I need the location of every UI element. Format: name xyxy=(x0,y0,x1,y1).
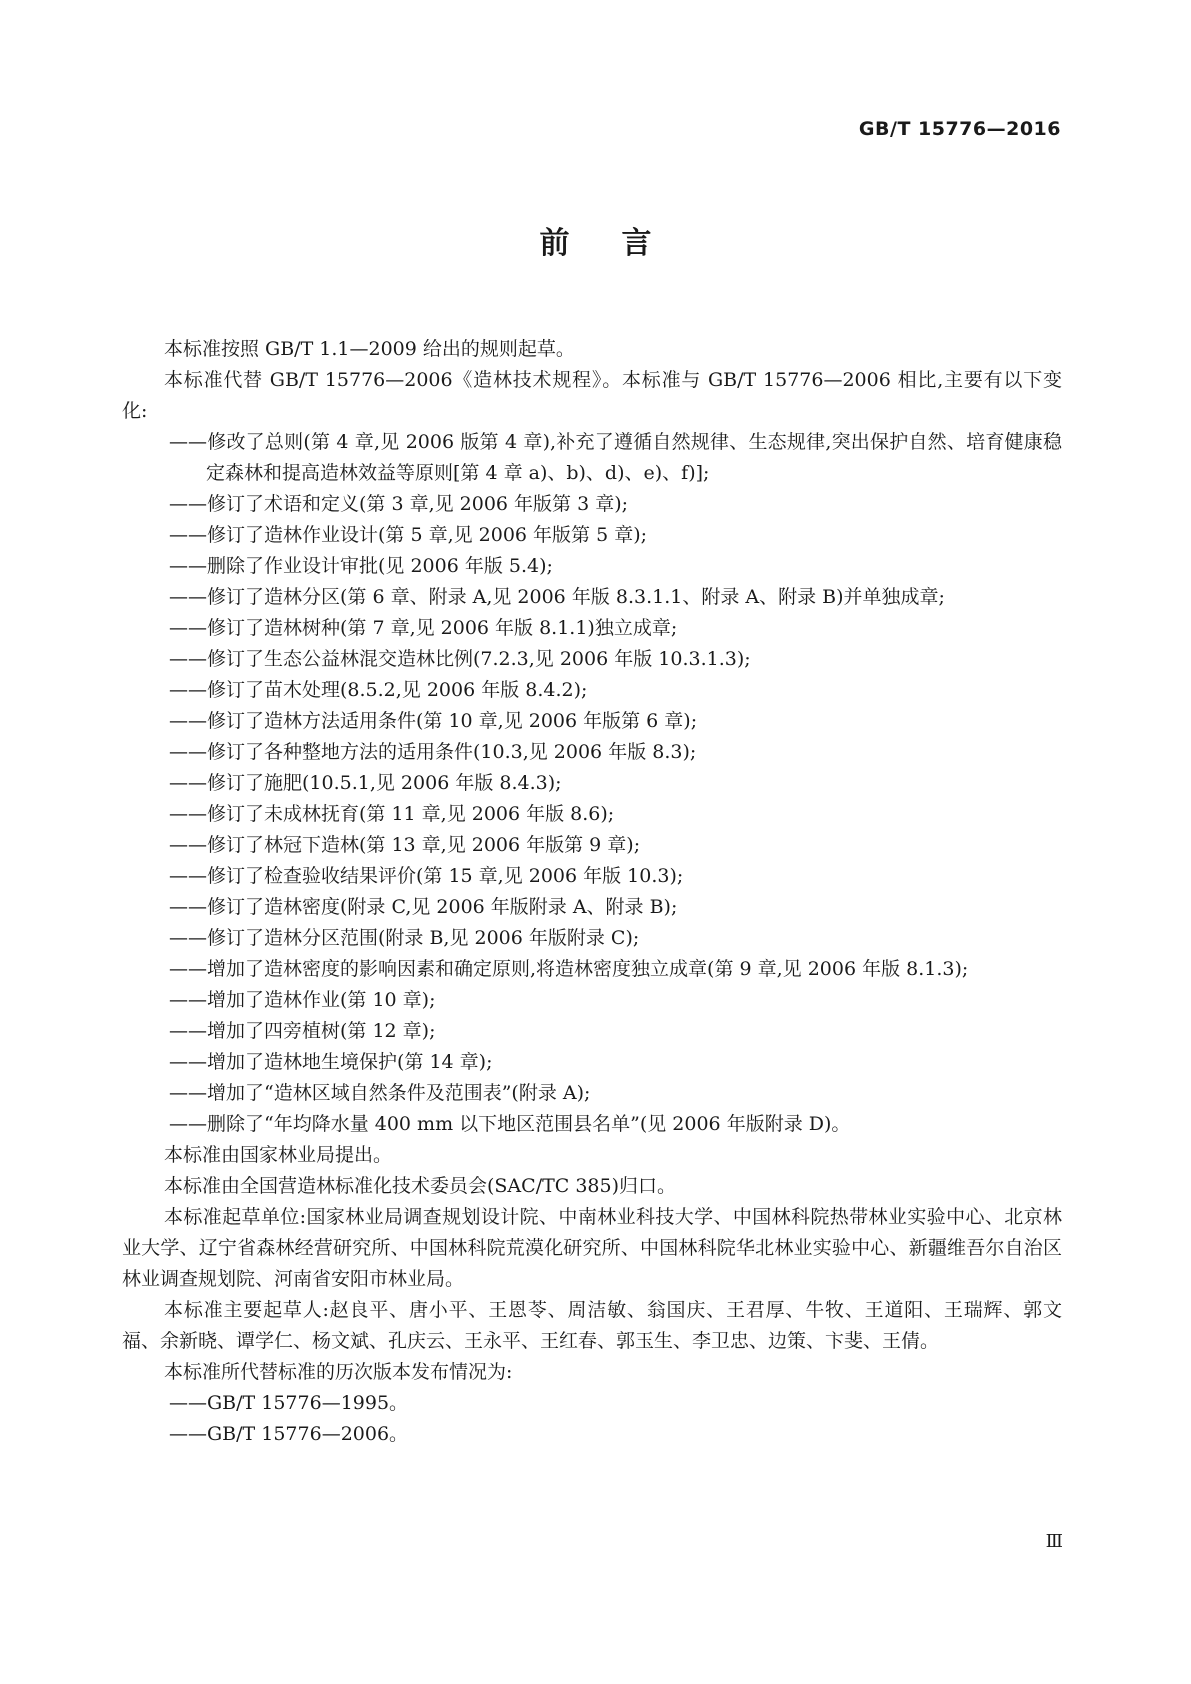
list-item: ——删除了作业设计审批(见 2006 年版 5.4); xyxy=(169,555,553,577)
list-item: ——修订了造林树种(第 7 章,见 2006 年版 8.1.1)独立成章; xyxy=(169,617,678,639)
centralized-paragraph: 本标准由全国营造林标准化技术委员会(SAC/TC 385)归口。 xyxy=(164,1175,677,1197)
intro-paragraph-2: 本标准代替 GB/T 15776—2006《造林技术规程》。本标准与 GB/T 15776—2006 相比,主要有以下变化: xyxy=(122,369,1062,422)
list-item: ——修订了林冠下造林(第 13 章,见 2006 年版第 9 章); xyxy=(169,834,641,856)
list-item: ——增加了造林地生境保护(第 14 章); xyxy=(169,1051,493,1073)
list-item: ——增加了“造林区域自然条件及范围表”(附录 A); xyxy=(169,1082,591,1104)
drafters-paragraph: 本标准主要起草人:赵良平、唐小平、王恩苓、周洁敏、翁国庆、王君厚、牛牧、王道阳、王瑞辉、郭文福、余新晓、谭学仁、杨文斌、孔庆云、王永平、王红春、郭玉生、李卫忠、边策、卞斐、王倩。 xyxy=(122,1299,1062,1352)
list-item: ——增加了造林密度的影响因素和确定原则,将造林密度独立成章(第 9 章,见 2006 年版 8.1.3); xyxy=(169,958,969,980)
list-item: ——修改了总则(第 4 章,见 2006 版第 4 章),补充了遵循自然规律、生态规律,突出保护自然、培育健康稳定森林和提高造林效益等原则[第 4 章 a)、b)、d)、e)、f)]; xyxy=(169,431,1062,484)
list-item: ——删除了“年均降水量 400 mm 以下地区范围县名单”(见 2006 年版附录 D)。 xyxy=(169,1113,851,1135)
list-item: ——修订了各种整地方法的适用条件(10.3,见 2006 年版 8.3); xyxy=(169,741,697,763)
foreword-body xyxy=(122,334,1062,1450)
list-item: ——修订了施肥(10.5.1,见 2006 年版 8.4.3); xyxy=(169,772,562,794)
history-list xyxy=(122,1388,1062,1450)
list-item: ——增加了造林作业(第 10 章); xyxy=(169,989,436,1011)
page-title: 前言 xyxy=(539,226,704,261)
page-number: Ⅲ xyxy=(1045,1531,1063,1552)
list-item: ——修订了造林方法适用条件(第 10 章,见 2006 年版第 6 章); xyxy=(169,710,698,732)
proposer-paragraph: 本标准由国家林业局提出。 xyxy=(164,1144,393,1166)
list-item: ——修订了生态公益林混交造林比例(7.2.3,见 2006 年版 10.3.1.3); xyxy=(169,648,751,670)
history-intro-paragraph: 本标准所代替标准的历次版本发布情况为: xyxy=(164,1361,513,1383)
list-item: ——修订了造林作业设计(第 5 章,见 2006 年版第 5 章); xyxy=(169,524,648,546)
changes-list xyxy=(122,427,1062,1140)
list-item: ——修订了造林密度(附录 C,见 2006 年版附录 A、附录 B); xyxy=(169,896,678,918)
list-item: ——GB/T 15776—1995。 xyxy=(169,1392,409,1414)
list-item: ——修订了未成林抚育(第 11 章,见 2006 年版 8.6); xyxy=(169,803,615,825)
list-item: ——GB/T 15776—2006。 xyxy=(169,1423,409,1445)
list-item: ——修订了造林分区(第 6 章、附录 A,见 2006 年版 8.3.1.1、附录 A、附录 B)并单独成章; xyxy=(169,586,945,608)
list-item: ——增加了四旁植树(第 12 章); xyxy=(169,1020,436,1042)
list-item: ——修订了术语和定义(第 3 章,见 2006 年版第 3 章); xyxy=(169,493,629,515)
drafting-units-paragraph: 本标准起草单位:国家林业局调查规划设计院、中南林业科技大学、中国林科院热带林业实验中心、北京林业大学、辽宁省森林经营研究所、中国林科院荒漠化研究所、中国林科院华北林业实验中心、新疆维吾尔自治区林业调查规划院、河南省安阳市林业局。 xyxy=(122,1206,1062,1290)
list-item: ——修订了检查验收结果评价(第 15 章,见 2006 年版 10.3); xyxy=(169,865,684,887)
list-item: ——修订了造林分区范围(附录 B,见 2006 年版附录 C); xyxy=(169,927,640,949)
list-item: ——修订了苗木处理(8.5.2,见 2006 年版 8.4.2); xyxy=(169,679,588,701)
document-code: GB/T 15776—2016 xyxy=(858,118,1061,140)
intro-paragraph-1: 本标准按照 GB/T 1.1—2009 给出的规则起草。 xyxy=(164,338,575,360)
